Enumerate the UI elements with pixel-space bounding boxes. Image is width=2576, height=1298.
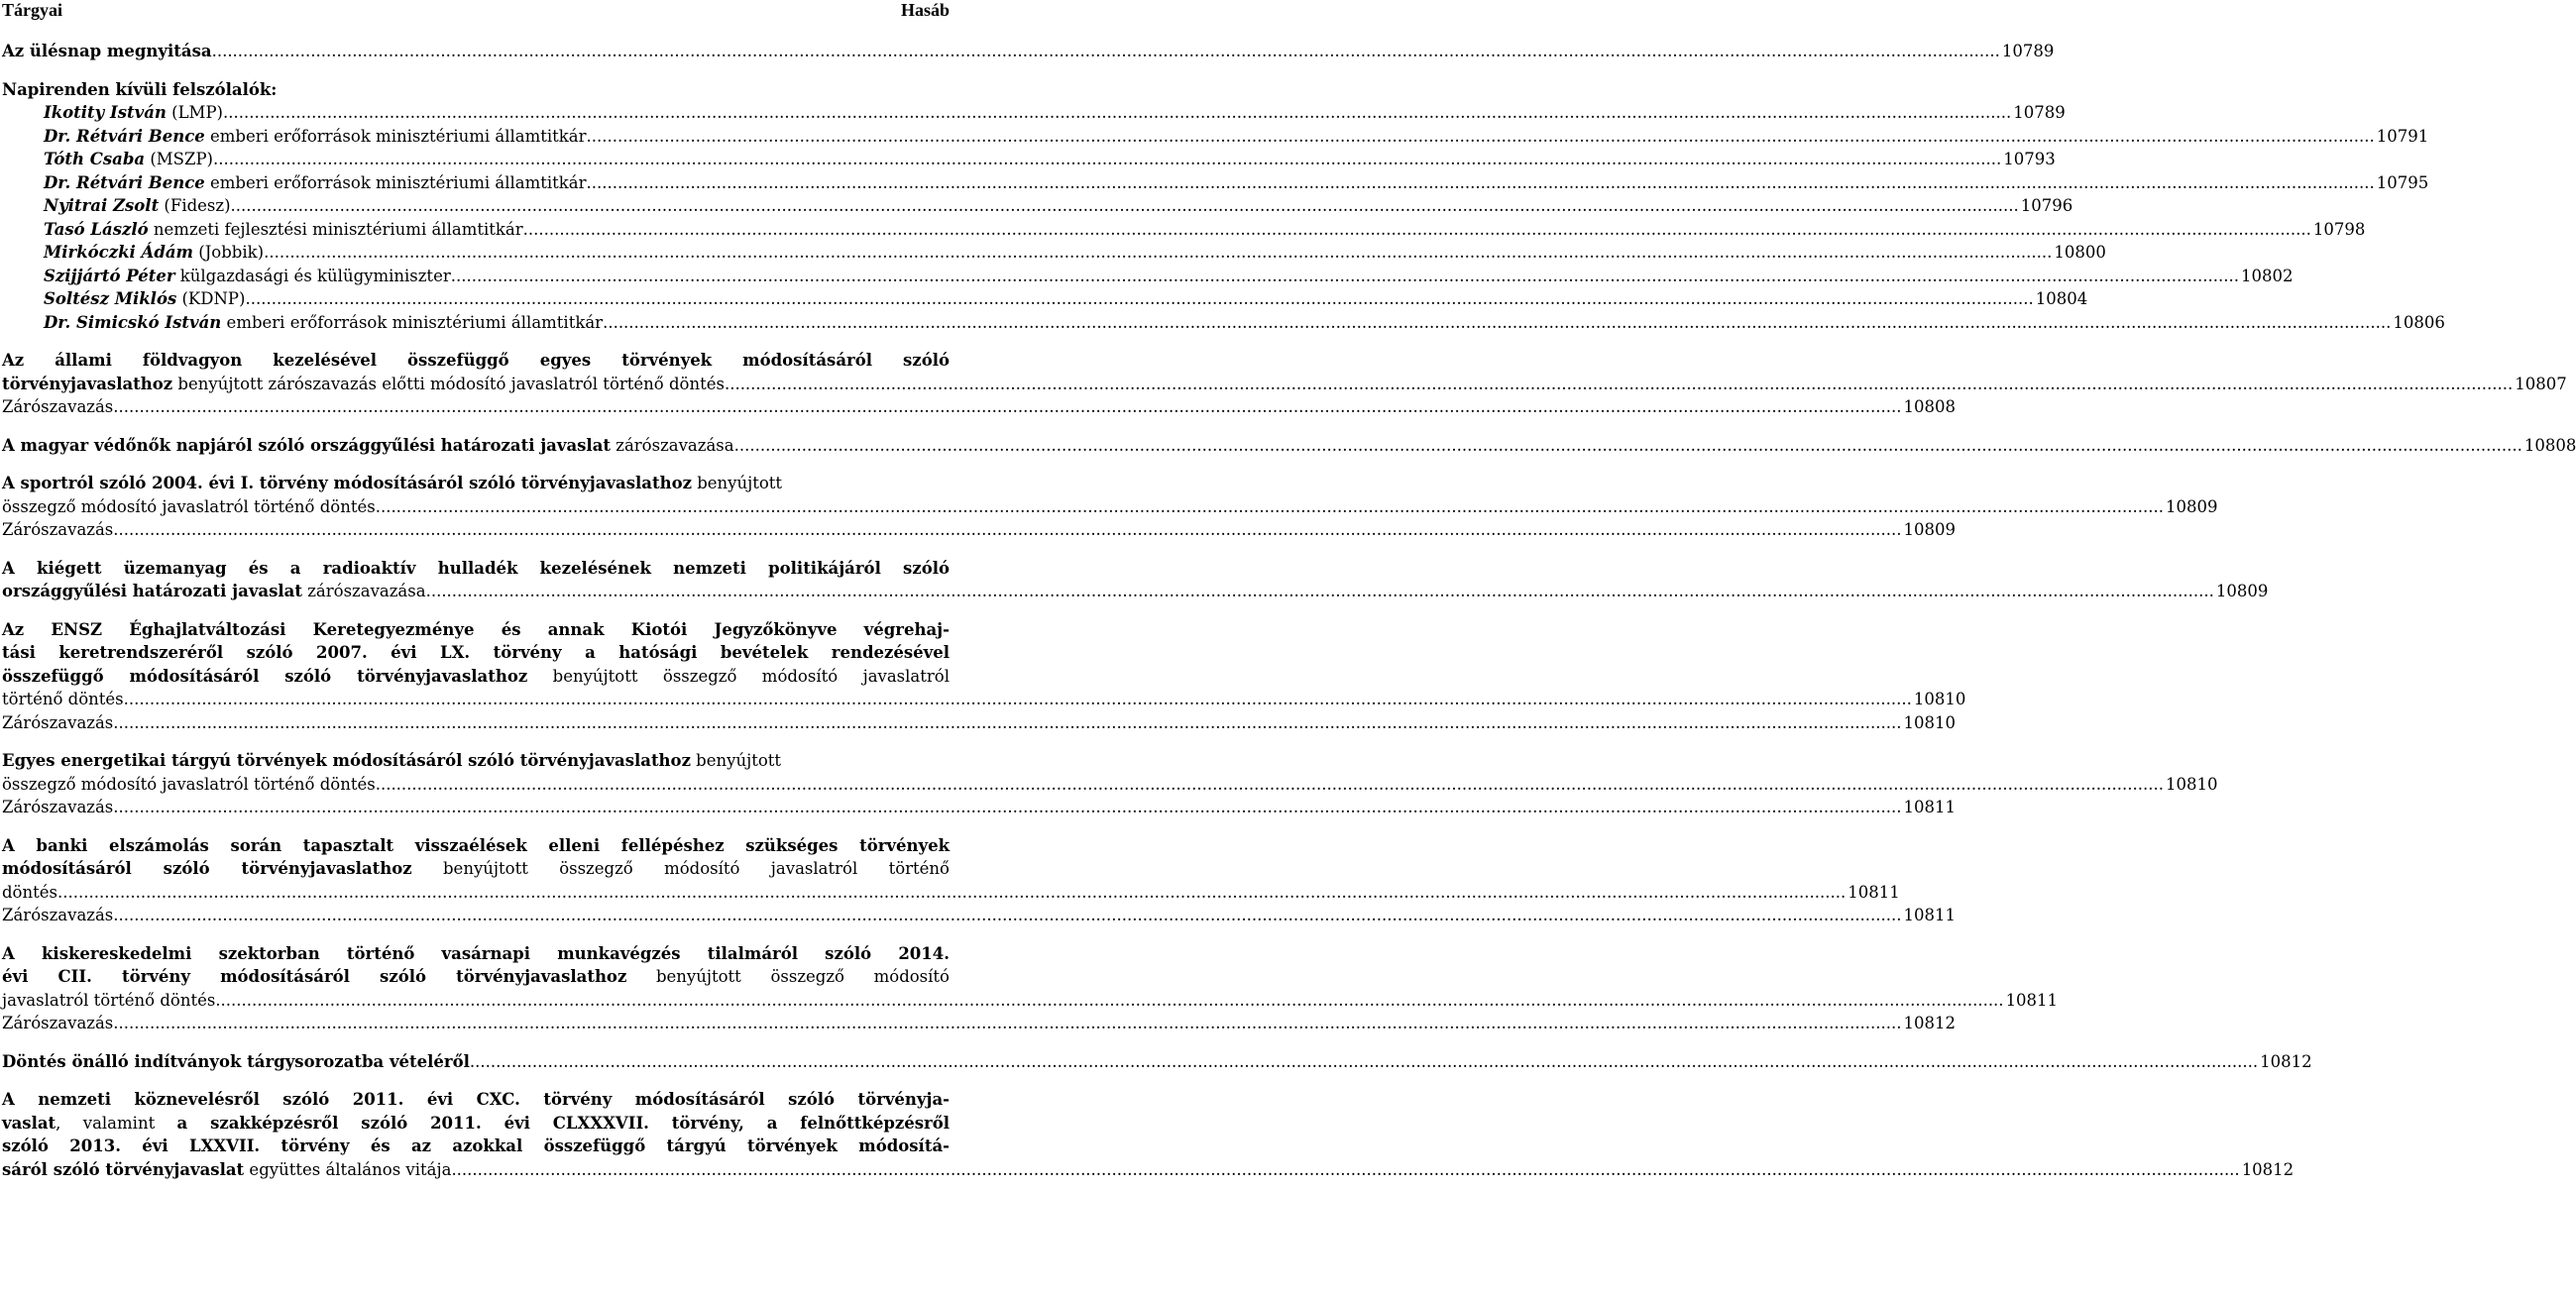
speaker-name: Mirkóczki Ádám [44, 243, 194, 262]
toc-entry-banking-l1: A banki elszámolás során tapasztalt visszaélések elleni fellépéshez szükséges törvények [2, 835, 950, 855]
page-number: 10809 [1903, 520, 1957, 539]
page-number: 10808 [1903, 397, 1957, 416]
page-number: 10789 [2001, 42, 2055, 60]
page-number: 10810 [1913, 690, 1966, 708]
speaker-name: Dr. Rétvári Bence [44, 126, 205, 146]
speaker-name: Nyitrai Zsolt [44, 196, 160, 215]
toc-entry-motions-agenda[interactable]: Döntés önálló indítványok tárgysorozatba vételéről ..... 10812 [2, 1050, 950, 1074]
dot-leader [113, 518, 1901, 542]
header-column: Hasáb [900, 0, 950, 20]
page-number: 10812 [1903, 1014, 1957, 1032]
dot-leader [245, 287, 2033, 311]
toc-entry-climate-l2: tási keretrendszeréről szóló 2007. évi LX. törvény a hatósági bevételek rendezésével [2, 643, 950, 662]
toc-entry-climate-l3: összefüggő módosításáról szóló törvényjavaslathoz benyújtott összegző módosító javaslatról [2, 666, 950, 686]
dot-leader [124, 688, 1912, 711]
speaker-entry[interactable] [2, 287, 2088, 311]
toc-entry-education-l1: A nemzeti köznevelésről szóló 2011. évi CXC. törvény módosításáról szóló törvényja- [2, 1090, 950, 1109]
speaker-name: Szijjártó Péter [44, 266, 175, 285]
page-number: 10804 [2035, 289, 2088, 308]
page-number: 10811 [1848, 882, 1900, 902]
toc-entry-retail-l2: évi CII. törvény módosításáról szóló törvényjavaslathoz benyújtott összegző módosító [2, 967, 950, 986]
toc-entry-state-land-final-vote[interactable]: Zárószavazás ..... 10808 [2, 395, 950, 419]
speaker-name: Soltész Miklós [44, 289, 177, 308]
speaker-role: (LMP) [166, 103, 223, 122]
speaker-role: (Fidesz) [159, 196, 231, 215]
page-number: 10810 [2165, 774, 2218, 794]
page-number: 10812 [2260, 1051, 2312, 1071]
speaker-entry[interactable] [2, 194, 2073, 218]
speaker-role: emberi erőforrások minisztériumi államtitkár [221, 312, 604, 332]
dot-leader [215, 989, 2003, 1013]
speaker-name: Dr. Rétvári Bence [44, 172, 205, 192]
speaker-entry[interactable] [2, 311, 2445, 335]
toc-entry-climate-final-vote[interactable]: Zárószavazás ..... 10810 [2, 711, 950, 735]
speaker-role: emberi erőforrások minisztériumi államtitkár [204, 172, 587, 192]
toc-entry-energy-decision[interactable]: összegző módosító javaslatról történő döntés ..... 10810 [2, 773, 950, 797]
speaker-entry[interactable] [2, 171, 2429, 195]
page-number: 10811 [2005, 990, 2059, 1010]
page-number: 10807 [2515, 374, 2567, 393]
dot-leader [426, 580, 2214, 603]
dot-leader [376, 773, 2164, 797]
toc-entry-banking-l2: módosításáról szóló törvényjavaslathoz benyújtott összegző módosító javaslatról történő [2, 859, 950, 878]
page-number: 10811 [1903, 798, 1957, 816]
toc-entry-radioactive-final-vote[interactable]: országgyűlési határozati javaslat zárószavazása ..... 10809 [2, 580, 950, 603]
speaker-role: (KDNP) [176, 289, 246, 308]
dot-leader [451, 1158, 2239, 1182]
page-number: 10811 [1903, 906, 1957, 924]
dot-leader [113, 711, 1901, 735]
speaker-name: Tasó László [44, 219, 149, 239]
page-number: 10808 [2523, 435, 2576, 455]
dot-leader [264, 241, 2052, 265]
dot-leader [470, 1050, 2258, 1074]
page-number: 10812 [2241, 1159, 2295, 1179]
dot-leader [57, 881, 1846, 905]
dot-leader [113, 395, 1901, 419]
dot-leader [587, 171, 2375, 195]
dot-leader [223, 101, 2011, 125]
page-number: 10810 [1903, 712, 1957, 732]
speaker-role: nemzeti fejlesztési minisztériumi államtitkár [148, 219, 523, 239]
dot-leader [113, 796, 1901, 819]
speaker-entry[interactable] [2, 148, 2056, 171]
toc-entry-education-debate[interactable]: sáról szóló törvényjavaslat együttes általános vitája ..... 10812 [2, 1158, 950, 1182]
dot-leader [113, 1012, 1901, 1035]
page-number: 10809 [2215, 582, 2269, 600]
page-number: 10800 [2054, 243, 2106, 262]
toc-entry-sport-decision[interactable]: összegző módosító javaslatról történő döntés ..... 10809 [2, 495, 950, 519]
toc-entry-retail-decision[interactable]: javaslatról történő döntés ..... 10811 [2, 989, 950, 1013]
dot-leader [231, 194, 2019, 218]
toc-entry-energy-final-vote[interactable]: Zárószavazás ..... 10811 [2, 796, 950, 819]
entry-title: Az ülésnap megnyitása [2, 42, 212, 60]
page-number: 10796 [2020, 196, 2073, 215]
toc-entry-state-land-l1: Az állami földvagyon kezelésével összefüggő egyes törvények módosításáról szóló [2, 351, 950, 370]
dot-leader [523, 218, 2311, 242]
dot-leader [212, 40, 2000, 63]
toc-entry-banking-decision[interactable]: döntés ..... 10811 [2, 881, 950, 905]
dot-leader [451, 265, 2239, 288]
toc-entry-climate-l1: Az ENSZ Éghajlatváltozási Keretegyezménye és annak Kiotói Jegyzőkönyve végrehaj- [2, 619, 950, 639]
page-number: 10795 [2376, 172, 2429, 192]
toc-entry-retail-l1: A kiskereskedelmi szektorban történő vasárnapi munkavégzés tilalmáról szóló 2014. [2, 943, 950, 963]
speaker-role: külgazdasági és külügyminiszter [174, 266, 451, 285]
toc-entry-health-visitors[interactable]: A magyar védőnők napjáról szóló országgyűlési határozati javaslat zárószavazása ..... 10808 [2, 434, 950, 458]
dot-leader [113, 904, 1901, 927]
speaker-entry[interactable] [2, 265, 2294, 288]
dot-leader [376, 495, 2164, 519]
speaker-entry[interactable] [2, 241, 2106, 265]
toc-entry-education-l2: vaslat, valamint a szakképzésről szóló 2011. évi CLXXXVII. törvény, a felnőttképzésről [2, 1113, 950, 1133]
speaker-name: Dr. Simicskó István [44, 312, 222, 332]
page-number: 10806 [2393, 312, 2445, 332]
page-number: 10793 [2003, 150, 2056, 168]
speaker-role: emberi erőforrások minisztériumi államtitkár [204, 126, 587, 146]
toc-entry-climate-decision[interactable]: történő döntés ..... 10810 [2, 688, 950, 711]
speaker-entry[interactable] [2, 125, 2429, 149]
toc-entry-banking-final-vote[interactable]: Zárószavazás ..... 10811 [2, 904, 950, 927]
header-subjects: Tárgyai [2, 0, 62, 20]
page-number: 10802 [2240, 266, 2294, 285]
toc-header [2, 0, 950, 30]
dot-leader [587, 125, 2375, 149]
speaker-role: (Jobbik) [193, 243, 265, 262]
toc-entry-sport-l1: A sportról szóló 2004. évi I. törvény módosításáról szóló törvényjavaslathoz benyújtott [2, 474, 783, 492]
page-number: 10789 [2013, 103, 2066, 122]
speaker-role: (MSZP) [145, 150, 213, 168]
dot-leader [725, 373, 2513, 396]
page-number: 10798 [2312, 219, 2366, 239]
speaker-list [2, 101, 2445, 334]
toc-entry-opening[interactable] [2, 40, 2055, 63]
toc-entry-sport-final-vote[interactable]: Zárószavazás ..... 10809 [2, 518, 950, 542]
page-number: 10809 [2165, 496, 2218, 516]
toc-entry-state-land-decision[interactable]: törvényjavaslathoz benyújtott zárószavazás előtti módosító javaslatról történő döntés ..... 10807 [2, 373, 950, 396]
dot-leader [603, 311, 2391, 335]
toc-entry-energy-l1: Egyes energetikai tárgyú törvények módosításáról szóló törvényjavaslathoz benyújtott [2, 751, 782, 770]
toc-section-speakers-title: Napirenden kívüli felszólalók: [2, 79, 278, 99]
speaker-entry[interactable] [2, 101, 2066, 125]
speaker-name: Ikotity István [44, 103, 167, 122]
dot-leader [213, 148, 2001, 171]
dot-leader [734, 434, 2522, 458]
speaker-entry[interactable] [2, 218, 2366, 242]
toc-entry-education-l3: szóló 2013. évi LXXVII. törvény és az azokkal összefüggő tárgyú törvények módosítá- [2, 1136, 950, 1155]
speaker-name: Tóth Csaba [44, 150, 146, 168]
toc-entry-radioactive-l1: A kiégett üzemanyag és a radioaktív hulladék kezelésének nemzeti politikájáról szóló [2, 558, 950, 578]
toc-entry-retail-final-vote[interactable]: Zárószavazás ..... 10812 [2, 1012, 950, 1035]
page-number: 10791 [2376, 126, 2429, 146]
